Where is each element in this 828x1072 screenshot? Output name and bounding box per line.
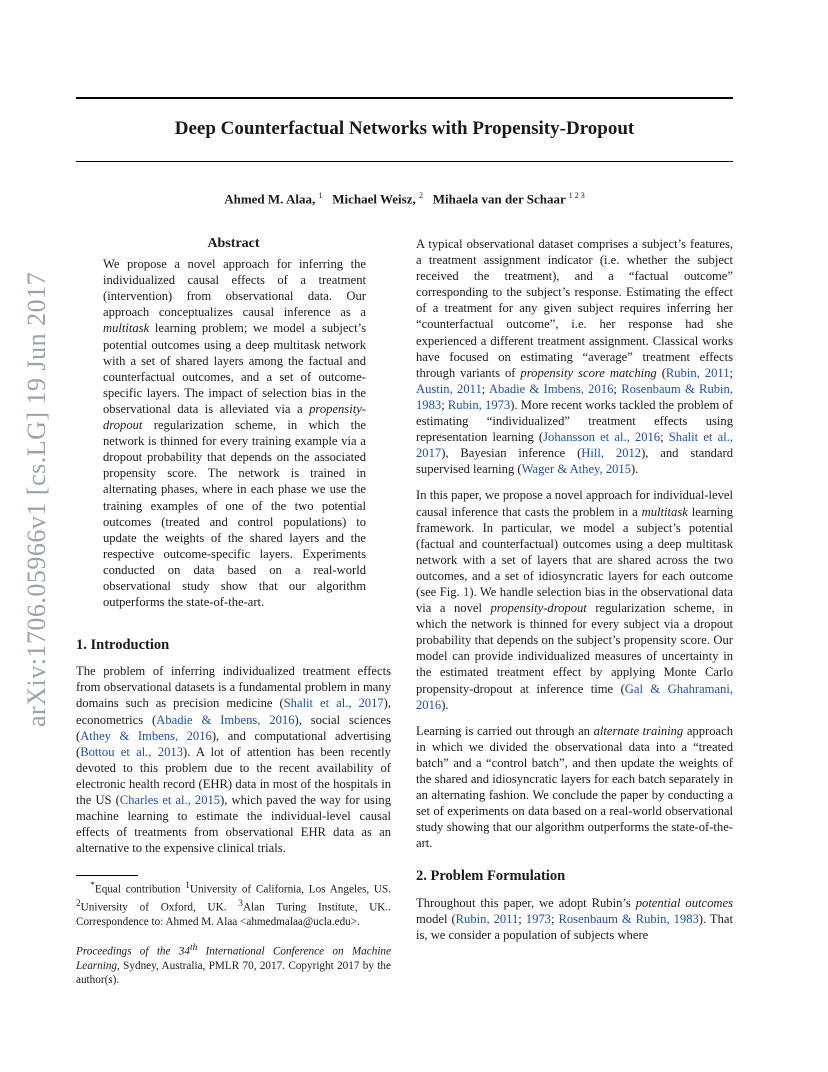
text-run: ), which paved the way for using machine learning to estimate the individual-level causal effects of treatments from observational EHR data as an alternative to the expensive clinical trials. [76,793,391,856]
text-run: regularization scheme, in which the network is thinned for every subject via a dropout probability that depends on the subject’s propensity score. Our model can provide individualized measures of uncertainty in the estimated treatment effect by applying Monte Carlo propensity-dropout at inference time ( [416,601,733,696]
affiliation-footnote [76,879,391,928]
text-run: ; [518,911,526,926]
text-run: ). We handle selection bias in the observational data via a novel [416,584,733,616]
footnote-mark: 1 [185,881,190,892]
emphasis: propensity-dropout [103,401,366,433]
text-run: ), and standard supervised learning ( [416,446,733,477]
intro-paragraph [76,663,391,856]
section-heading-introduction: 1. Introduction [76,637,170,654]
text-run: Alan Turing Institute, UK.. Correspondence to: Ahmed M. Alaa <ahmedmalaa@ucla.edu>. [76,901,391,928]
citation-link[interactable]: Shalit et al., 2017 [416,430,733,461]
text-run: In this paper, we propose a novel approach for individual-level causal inference that casts the problem in a [416,488,733,519]
citation-link[interactable]: Athey & Imbens, 2016 [80,728,212,743]
emphasis: potential outcomes [635,895,733,910]
abstract-heading: Abstract [207,236,260,251]
text-run: Proceedings of the 34 [76,945,190,958]
citation-link[interactable]: Shalit et al., 2017 [283,696,384,711]
citation-link[interactable]: Hill, 2012 [581,446,642,461]
author-name: Ahmed M. Alaa, [224,191,316,207]
title-rule-top [76,97,733,99]
text-run: ; [441,397,448,412]
text-run: The problem of inferring individualized treatment effects from observational datasets is a fundamental problem in many domains such as precision medicine ( [76,664,391,711]
text-run: ; [729,365,734,380]
body-paragraph [416,487,733,712]
left-column [76,236,391,987]
title-rule-bottom [76,161,733,162]
ordinal-suffix: th [189,942,198,953]
citation-link[interactable]: Austin, 2011 [416,381,482,396]
citation-link[interactable]: Charles et al., 2015 [119,793,221,807]
text-run: ( [656,365,666,380]
text-run: learning problem; we model a subject’s potential outcomes using a deep multitask network with a set of shared layers among the factual and counterfactual outcomes, and a set of outcome-specific layers. The impact of selection bias in the observational data is alleviated via a [103,321,366,416]
text-run: ; [481,381,489,396]
right-column [416,236,733,953]
emphasis: multitask [103,321,150,336]
text-run: ). A lot of attention has been recently devoted to this problem due to the recent availability of electronic health record (EHR) data in most of the hospitals in the US ( [76,744,391,807]
citation-link[interactable]: Rosenbaum & Rubin, 1983 [558,911,699,926]
citation-link[interactable]: Rubin, 1973 [447,397,511,412]
text-run: approach in which we divided the observational data into a “treated batch” and a “control batch”, and then update the weights of the shared and idiosyncratic layers for each batch separately in an alternating fashion. We conclude the paper by conducting a set of experiments on data based on a real-world observational study showing that our algorithm outperforms the state-of-the-art. [416,723,733,851]
text-run: ). More recent works tackled the problem of estimating “individualized” treatment effects using representation learning ( [416,397,733,445]
paper-title: Deep Counterfactual Networks with Propensity-Dropout [174,118,635,139]
text-run: ). [441,697,449,712]
abstract-body [103,256,366,610]
footnote-mark: 3 [238,899,243,910]
text-run: learning framework. In particular, we model a subject’s potential (factual and counterfactual) outcomes using a deep multitask network with a set of layers that are shared across the two outcomes, and a set of idiosyncratic layers for each outcome (see Fig. [416,504,733,599]
footnote-rule [76,875,138,876]
text-run: ; [550,911,559,926]
author-affiliation: 2 [419,191,423,200]
citation-link[interactable]: Gal & Ghahramani, 2016 [416,681,733,712]
text-run: Learning is carried out through an [416,723,594,738]
text-run: ; [660,430,669,445]
citation-link[interactable]: Abadie & Imbens, 2016 [488,381,614,396]
proceedings-note [76,941,391,987]
text-run: regularization scheme, in which the network is thinned for every training example via a dropout probability that depends on the associated propensity score. The network is trained in alternating phases, where in each phase we use the training examples of one of the two potential outcomes (treated and control populations) to update the weights of the shared layers and the respective outcome-specific layers. Experiments conducted on data based on a real-world observational study show that our algorithm outperforms the state-of-the-art. [103,418,366,610]
body-paragraph [416,723,733,852]
section-heading-problem-formulation: 2. Problem Formulation [416,868,566,885]
text-run: , Sydney, Australia, PMLR 70, 2017. Copyright 2017 by the author(s). [76,959,391,986]
author-affiliation: 1 [318,191,323,200]
emphasis: multitask [641,504,688,519]
citation-link[interactable]: 1973 [525,911,551,926]
citation-link[interactable]: Rosenbaum & Rubin, 1983 [416,381,733,412]
author-affiliation: 1 2 3 [568,191,585,200]
author-name: Michael Weisz, [332,191,416,207]
citation-link[interactable]: Rubin, 2011 [455,911,519,926]
emphasis: propensity-dropout [490,601,587,616]
text-run: A typical observational dataset comprises a subject’s features, a treatment assignment indicator (i.e. whether the subject received the treatment), and a “factual outcome” corresponding to the subject’s response. Estimating the effect of a treatment for any given subject requires inferring her “counterfactual outcome”, i.e. her response had she experienced a different treatment assignment. Classical works have focused on estimating “average” treatment effects through variants of [416,237,733,380]
text-run: ), and computational advertising ( [76,728,391,759]
text-run: University of California, Los Angeles, US. [189,884,391,897]
text-run: ; [613,381,622,396]
citation-link[interactable]: Johansson et al., 2016 [543,430,661,445]
citation-link[interactable]: Abadie & Imbens, 2016 [156,712,295,727]
text-run: Equal contribution [94,884,186,897]
footnote-mark: * [90,881,95,892]
text-run: University of Oxford, UK. [80,901,239,914]
text-run: Throughout this paper, we adopt Rubin’s [416,895,636,910]
text-run: ), econometrics ( [76,696,392,727]
citation-link[interactable]: Wager & Athey, 2015 [521,462,632,477]
emphasis: alternate training [593,723,684,738]
author-name: Mihaela van der Schaar [432,191,566,207]
citation-link[interactable]: Rubin, 2011 [665,365,730,380]
body-paragraph [416,236,733,477]
text-run: ). [631,462,639,477]
citation-link[interactable]: Bottou et al., 2013 [80,744,183,759]
text-run: ), social sciences ( [76,712,391,743]
footnote-mark: 2 [76,899,81,910]
arxiv-identifier-stamp: arXiv:1706.05966v1 [cs.LG] 19 Jun 2017 [22,271,51,727]
text-run: We propose a novel approach for inferring the individualized causal effects of a treatment (intervention) from observational data. Our approach conceptualizes causal inference as a [103,257,366,320]
text-run: ). That is, we consider a population of subjects where [416,911,733,942]
text-run: model ( [416,911,456,926]
text-run: ), Bayesian inference ( [441,446,582,461]
body-paragraph [416,895,733,943]
author-list [76,191,733,207]
figure-reference-link[interactable]: 1 [463,584,470,599]
emphasis: propensity score matching [520,365,657,380]
text-run: International Conference on Machine Learning [76,945,391,972]
